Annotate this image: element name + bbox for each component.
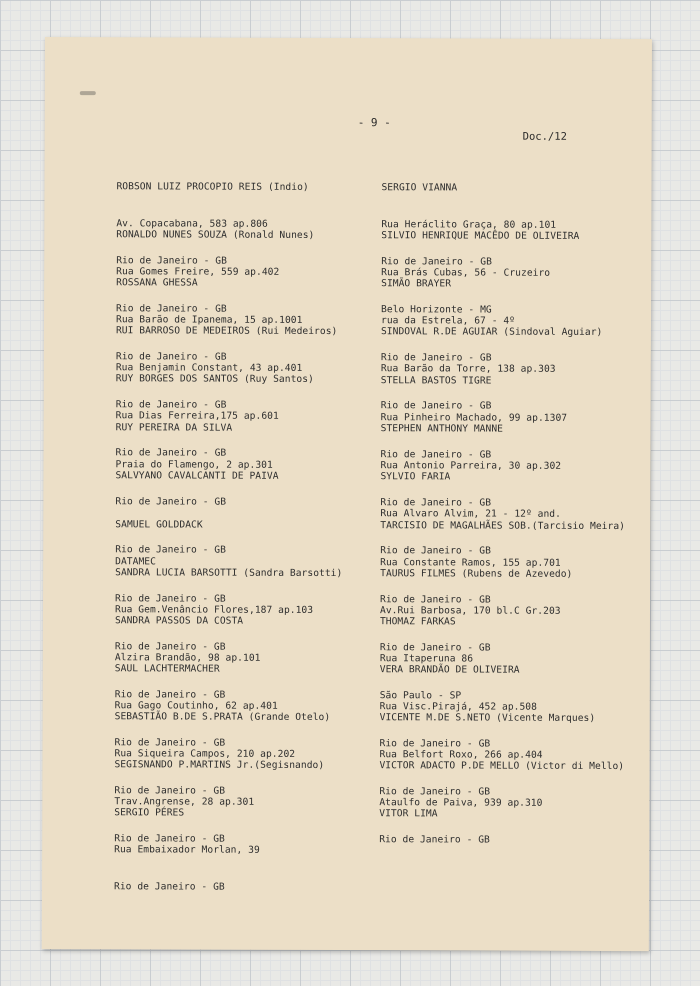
- entry-company: DATAMEC: [115, 556, 156, 568]
- entry-name: TAURUS FILMES (Rubens de Azevedo): [380, 568, 573, 581]
- entry-city: ​: [379, 881, 380, 893]
- entry-street: Rua Barão da Torre, 138 ap.303: [380, 363, 556, 375]
- entry-street: Rua Siqueira Campos, 210 ap.202: [114, 748, 296, 760]
- entry-street: Rua Benjamin Constant, 43 ap.401: [115, 362, 303, 374]
- entry-street: Rua Constante Ramos, 155 ap.701: [380, 557, 561, 569]
- entry-city: São Paulo - SP: [379, 689, 462, 702]
- entry-name: SINDOVAL R.DE AGUIAR (Sindoval Aguiar): [380, 326, 603, 339]
- entry-street: Rua Brás Cubas, 56 - Cruzeiro: [381, 267, 551, 279]
- entry-city: Rio de Janeiro - GB: [379, 737, 491, 750]
- entry-street: Rua Alvaro Alvim, 21 - 12º and.: [380, 508, 561, 520]
- entry-name: TARCISIO DE MAGALHÃES SOB.(Tarcisio Meira): [380, 520, 626, 533]
- document-page: [42, 37, 652, 951]
- entry-street: Rua Gem.Venâncio Flores,187 ap.103: [114, 604, 314, 616]
- entry-street: ​: [115, 507, 116, 519]
- entry-name: SILVIO HENRIQUE MACÊDO DE OLIVEIRA: [381, 230, 580, 243]
- entry-name: ROSSANA GHESSA: [116, 277, 198, 289]
- entry-street: Rua Visc.Pirajá, 452 ap.508: [379, 701, 537, 713]
- entry-name: RUI BARROSO DE MEDEIROS (Rui Medeiros): [115, 325, 338, 338]
- entry-name: STEPHEN ANTHONY MANNE: [380, 423, 504, 436]
- entry-street: Av. Copacabana, 583 ap.806: [116, 218, 268, 230]
- entry-city: Rio de Janeiro - GB: [115, 495, 227, 508]
- entry-name: RUY BORGES DOS SANTOS (Ruy Santos): [115, 373, 314, 386]
- entry-street: ​: [379, 845, 380, 857]
- entry-name: SALVYANO CAVALCANTI DE PAIVA: [115, 470, 279, 483]
- entry-street: Rua Gomes Freire, 559 ap.402: [116, 266, 280, 278]
- entry-city: Rio de Janeiro - GB: [379, 785, 491, 798]
- entry-name: THOMAZ FARKAS: [379, 616, 456, 628]
- entry-city: Rio de Janeiro - GB: [114, 880, 225, 893]
- entry-city: Rio de Janeiro - GB: [379, 833, 490, 846]
- entry-street: Rua Dias Ferreira,175 ap.601: [115, 410, 279, 422]
- entry-name: SYLVIO FARIA: [380, 471, 451, 483]
- entry-street: Rua Embaixador Morlan, 39: [114, 844, 260, 856]
- entry-city: Rio de Janeiro - GB: [381, 255, 492, 268]
- entry-street: Rua Belfort Roxo, 266 ap.404: [379, 749, 543, 761]
- entry-city: Rio de Janeiro - GB: [379, 641, 491, 654]
- entry-street: Rua Gago Coutinho, 62 ap.401: [114, 700, 278, 712]
- entry-street: Ataulfo de Paiva, 939 ap.310: [379, 797, 543, 809]
- entry-name: VITOR LIMA: [379, 808, 438, 820]
- entry-name: SAMUEL GOLDDACK: [115, 519, 203, 531]
- entry-street: Rua Antonio Parreira, 30 ap.302: [380, 460, 562, 472]
- address-entry: [114, 783, 260, 918]
- entry-name: VERA BRANDÃO DE OLIVEIRA: [379, 664, 520, 677]
- entry-city: Rio de Janeiro - GB: [114, 688, 226, 701]
- entry-name: SAUL LACHTERMACHER: [114, 663, 220, 676]
- entry-name: SEBASTIÃO B.DE S.PRATA (Grande Otelo): [114, 711, 331, 724]
- entry-name: RUY PEREIRA DA SILVA: [115, 422, 233, 435]
- entry-city: Rio de Janeiro - GB: [116, 302, 227, 315]
- entry-street: Alzira Brandão, 98 ap.101: [114, 652, 261, 664]
- document-reference: Doc./12: [522, 130, 567, 143]
- entry-name: SANDRA LUCIA BARSOTTI (Sandra Barsotti): [115, 567, 343, 580]
- entry-name: VICENTE M.DE S.NETO (Vicente Marques): [379, 712, 596, 725]
- entry-city: Rio de Janeiro - GB: [115, 446, 227, 459]
- entry-city: Rio de Janeiro - GB: [114, 832, 225, 845]
- entry-city: Rio de Janeiro - GB: [115, 592, 226, 605]
- entry-city: Rio de Janeiro - GB: [115, 350, 227, 363]
- entry-street: Praia do Flamengo, 2 ap.301: [115, 459, 273, 471]
- entry-street: Rua Heráclito Graça, 80 ap.101: [381, 219, 557, 231]
- entry-city: Rio de Janeiro - GB: [380, 351, 492, 364]
- entry-name: SANDRA PASSOS DA COSTA: [114, 615, 244, 628]
- entry-street: Rua Barão de Ipanema, 15 ap.1001: [115, 314, 303, 326]
- entry-street: Rua Pinheiro Machado, 99 ap.1307: [380, 412, 568, 424]
- entry-name: VICTOR ADACTO P.DE MELLO (Victor di Mello): [379, 760, 625, 773]
- entry-city: Rio de Janeiro - GB: [114, 640, 226, 653]
- address-entry: [379, 784, 438, 918]
- entry-name: ROBSON LUIZ PROCOPIO REIS (Indio): [116, 181, 309, 194]
- entry-city: Rio de Janeiro - GB: [114, 784, 226, 797]
- page-number: - 9 -: [357, 116, 391, 130]
- entry-name: STELLA BASTOS TIGRE: [380, 375, 492, 387]
- entry-city: Rio de Janeiro - GB: [380, 593, 491, 606]
- entry-city: Rio de Janeiro - GB: [380, 448, 492, 461]
- entry-street: Trav.Angrense, 28 ap.301: [114, 796, 255, 808]
- entry-street: rua da Estrela, 67 - 4º: [380, 315, 516, 327]
- entry-city: Rio de Janeiro - GB: [115, 398, 227, 411]
- entry-city: Rio de Janeiro - GB: [116, 254, 227, 267]
- entry-city: Rio de Janeiro - GB: [380, 544, 491, 557]
- entry-city: Rio de Janeiro - GB: [380, 496, 492, 509]
- entry-street: Rua Itaperuna 86: [379, 653, 474, 665]
- entry-name: SERGIO PÉRES: [114, 807, 185, 819]
- entry-city: Rio de Janeiro - GB: [380, 399, 492, 412]
- entry-name: SEGISNANDO P.MARTINS Jr.(Segisnando): [114, 759, 325, 772]
- entry-city: Rio de Janeiro - GB: [115, 543, 226, 556]
- entry-name: SIMÃO BRAYER: [381, 278, 452, 290]
- entry-name: RONALDO NUNES SOUZA (Ronald Nunes): [116, 229, 315, 242]
- entry-name: SERGIO VIANNA: [381, 182, 458, 194]
- ink-smudge: [80, 91, 96, 95]
- entry-street: Av.Rui Barbosa, 170 bl.C Gr.203: [379, 605, 561, 617]
- entry-city: Belo Horizonte - MG: [381, 303, 492, 316]
- entry-city: Rio de Janeiro - GB: [114, 736, 226, 749]
